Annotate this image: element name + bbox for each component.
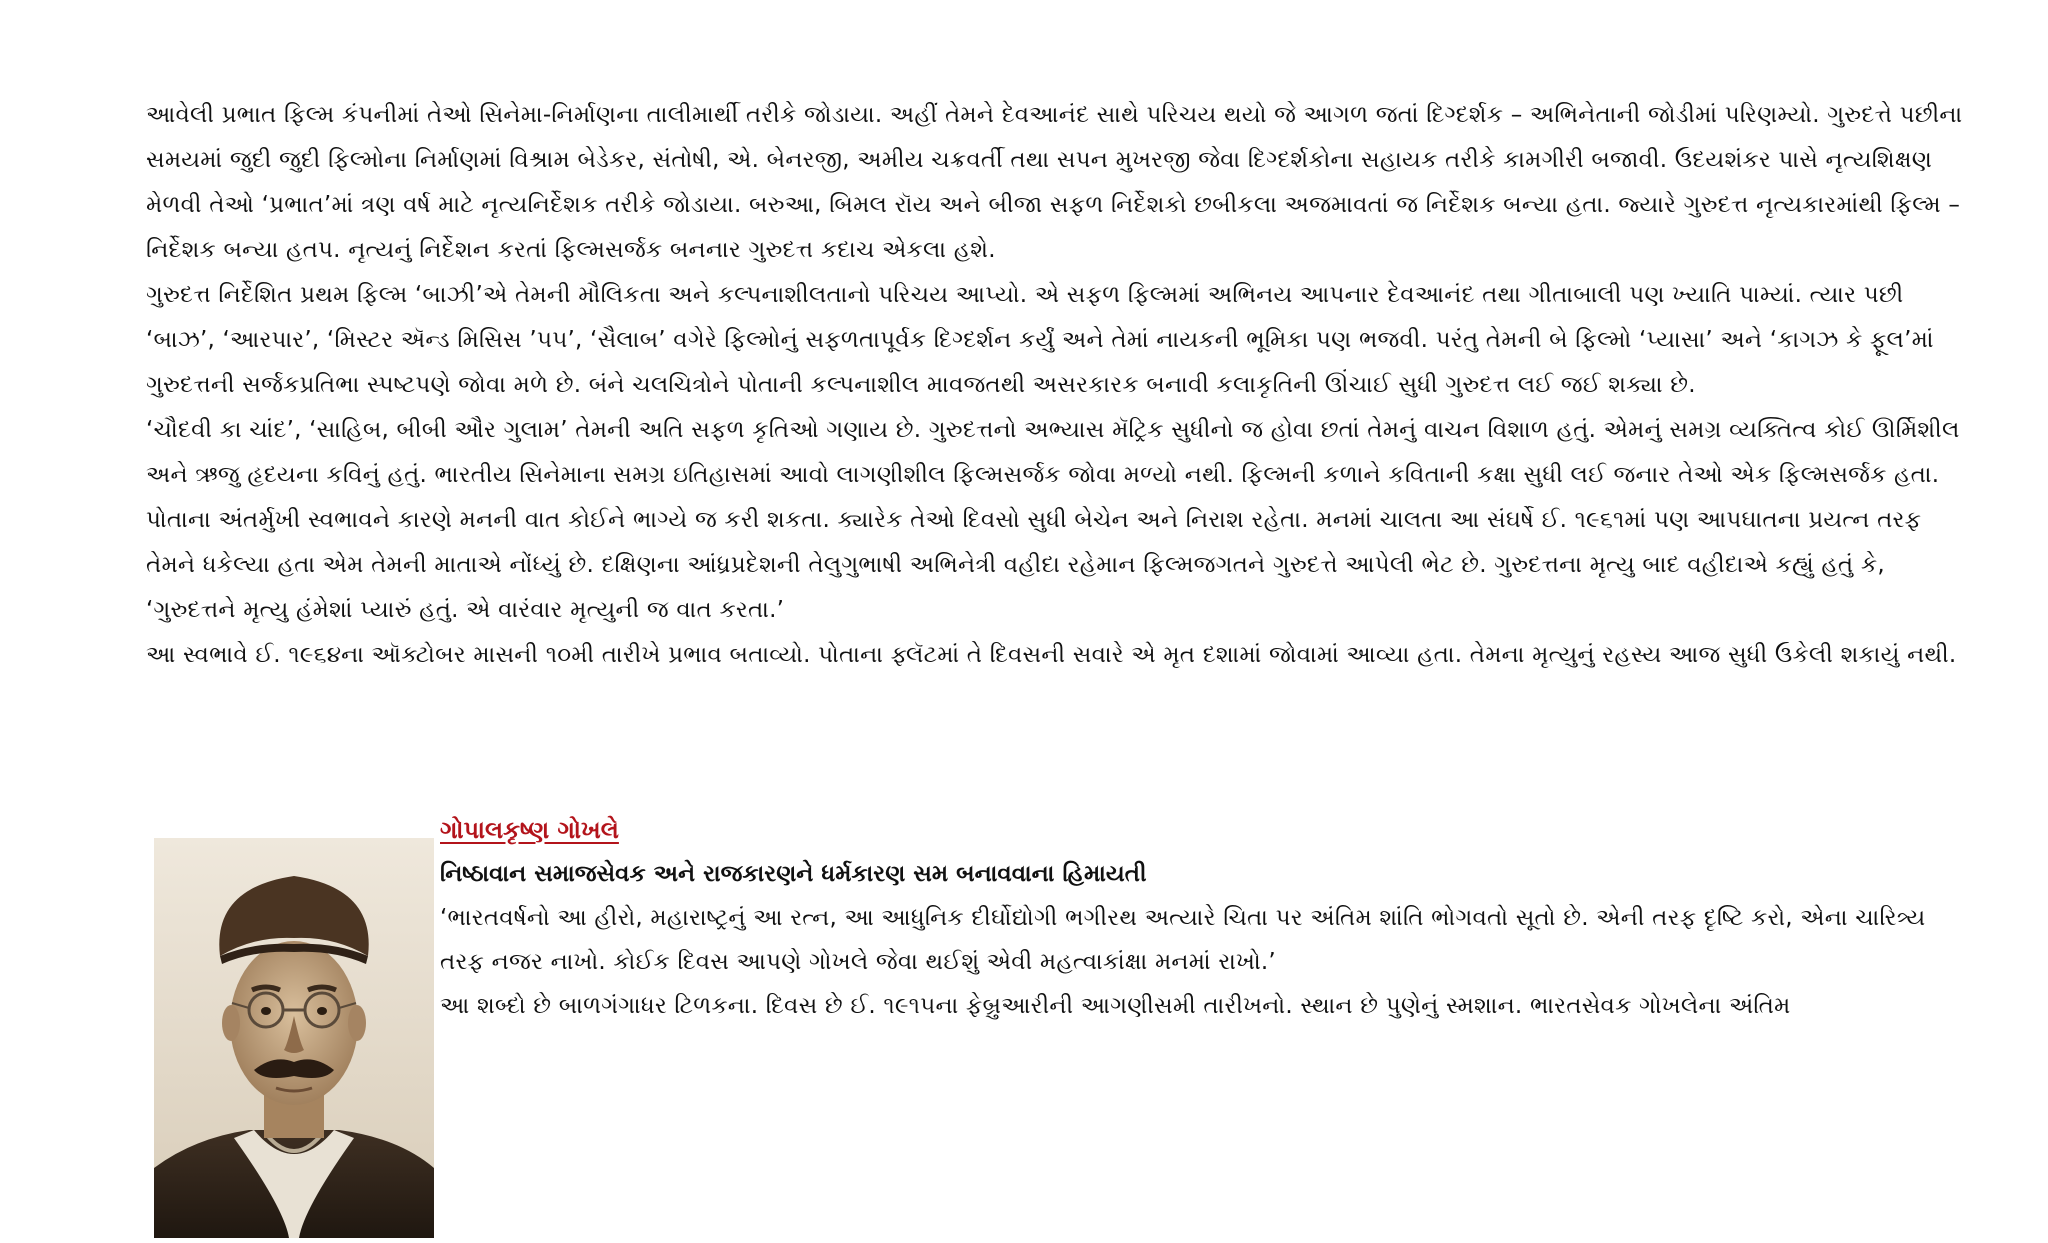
paragraph-tilak-words: આ શબ્દો છે બાળગંગાધર ટિળકના. દિવસ છે ઈ. ૧૯૧૫ના ફેબ્રુઆરીની આગણીસમી તારીખનો. સ્થાન છે પુણેનું સ્મશાન. ભારતસેવક ગોખલેના અંતિમ [440,993,1791,1019]
paragraph-baazi: ગુરુદત્ત નિર્દેશિત પ્રથમ ફિલ્મ ‘બાઝી’એ તેમની મૌલિકતા અને કલ્પનાશીલતાનો પરિચય આપ્યો. એ સફળ ફિલ્મમાં અભિનય આપનાર દેવઆનંદ તથા ગીતાબાલી પણ ખ્યાતિ પામ્યાં. ત્યાર પછી ‘બાઝ’, ‘આરપાર’, ‘મિસ્ટર ઍન્ડ મિસિસ ’૫૫’, ‘સૈલાબ’ વગેરે ફિલ્મોનું સફળતાપૂર્વક દિગ્દર્શન કર્યું અને તેમાં નાયકની ભૂમિકા પણ ભજવી. પરંતુ તેમની બે ફિલ્મો ‘પ્યાસા’ અને ‘કાગઝ કે ફૂલ’માં ગુરુદત્તની સર્જકપ્રતિભા સ્પષ્ટપણે જોવા મળે છે. બંને ચલચિત્રોને પોતાની કલ્પનાશીલ માવજતથી અસરકારક બનાવી કલાકૃતિની ઊંચાઈ સુધી ગુરુદત્ત લઈ જઈ શક્યા છે. [146,282,1934,398]
article-body [146,93,1966,678]
paragraph-chaudhvin: ‘ચૌદવી કા ચાંદ’, ‘સાહિબ, બીબી ઔર ગુલામ’ તેમની અતિ સફળ કૃતિઓ ગણાય છે. ગુરુદત્તનો અભ્યાસ મૅટ્રિક સુધીનો જ હોવા છતાં તેમનું વાચન વિશાળ હતું. એમનું સમગ્ર વ્યક્તિત્વ કોઈ ઊર્મિશીલ અને ઋજુ હૃદયના કવિનું હતું. ભારતીય સિનેમાના સમગ્ર ઇતિહાસમાં આવો લાગણીશીલ ફિલ્મસર્જક જોવા મળ્યો નથી. ફિલ્મની કળાને કવિતાની કક્ષા સુધી લઈ જનાર તેઓ એક ફિલ્મસર્જક હતા. [146,417,1960,488]
section-subtitle: નિષ્ઠાવાન સમાજસેવક અને રાજકારણને ધર્મકારણ સમ બનાવવાના હિમાયતી [440,861,1147,887]
gokhale-text-column [440,808,1966,1028]
paragraph-tilak-quote: ‘ભારતવર્ષનો આ હીરો, મહારાષ્ટ્રનું આ રત્ન, આ આધુનિક દીર્ઘોદ્યોગી ભગીરથ અત્યારે ચિતા પર અંતિમ શાંતિ ભોગવતો સૂતો છે. એની તરફ દૃષ્ટિ કરો, એના ચારિત્ર્ય તરફ નજર નાખો. કોઈક દિવસ આપણે ગોખલે જેવા થઈશું એવી મહત્વાકાંક્ષા મનમાં રાખો.’ [440,905,1926,975]
paragraph-prabhat: આવેલી પ્રભાત ફિલ્મ કંપનીમાં તેઓ સિનેમા-નિર્માણના તાલીમાર્થી તરીકે જોડાયા. અહીં તેમને દેવઆનંદ સાથે પરિચય થયો જે આગળ જતાં દિગ્દર્શક – અભિનેતાની જોડીમાં પરિણમ્યો. ગુરુદત્તે પછીના સમયમાં જુદી જુદી ફિલ્મોના નિર્માણમાં વિશ્રામ બેડેકર, સંતોષી, એ. બેનરજી, અમીય ચક્રવર્તી તથા સપન મુખરજી જેવા દિગ્દર્શકોના સહાયક તરીકે કામગીરી બજાવી. ઉદયશંકર પાસે નૃત્યશિક્ષણ મેળવી તેઓ ‘પ્રભાત’માં ત્રણ વર્ષ માટે નૃત્યનિર્દેશક તરીકે જોડાયા. બરુઆ, બિમલ રૉય અને બીજા સફળ નિર્દેશકો છબીકલા અજમાવતાં જ નિર્દેશક બન્યા હતા. જ્યારે ગુરુદત્ત નૃત્યકારમાંથી ફિલ્મ – નિર્દેશક બન્યા હતપ. નૃત્યનું નિર્દેશન કરતાં ફિલ્મસર્જક બનનાર ગુરુદત્ત કદાચ એકલા હશે. [146,102,1963,263]
section-title[interactable]: ગોપાલકૃષ્ણ ગોખલે [440,816,619,844]
paragraph-death: આ સ્વભાવે ઈ. ૧૯૬૪ના ઑક્ટોબર માસની ૧૦મી તારીખે પ્રભાવ બતાવ્યો. પોતાના ફ્લૅટમાં તે દિવસની સવારે એ મૃત દશામાં જોવામાં આવ્યા હતા. તેમના મૃત્યુનું રહસ્ય આજ સુધી ઉકેલી શકાયું નથી. [146,642,1957,668]
gokhale-section [146,808,1966,1238]
gokhale-portrait [154,838,434,1238]
paragraph-temperament: પોતાના અંતર્મુખી સ્વભાવને કારણે મનની વાત કોઈને ભાગ્યે જ કરી શકતા. ક્યારેક તેઓ દિવસો સુધી બેચેન અને નિરાશ રહેતા. મનમાં ચાલતા આ સંઘર્ષે ઈ. ૧૯૬૧માં પણ આપઘાતના પ્રયત્ન તરફ તેમને ધકેલ્યા હતા એમ તેમની માતાએ નોંધ્યું છે. દક્ષિણના આંધ્રપ્રદેશની તેલુગુભાષી અભિનેત્રી વહીદા રહેમાન ફિલ્મજગતને ગુરુદત્તે આપેલી ભેટ છે. ગુરુદત્તના મૃત્યુ બાદ વહીદાએ કહ્યું હતું કે, ‘ગુરુદત્તને મૃત્યુ હંમેશાં પ્યારું હતું. એ વારંવાર મૃત્યુની જ વાત કરતા.’ [146,507,1922,623]
